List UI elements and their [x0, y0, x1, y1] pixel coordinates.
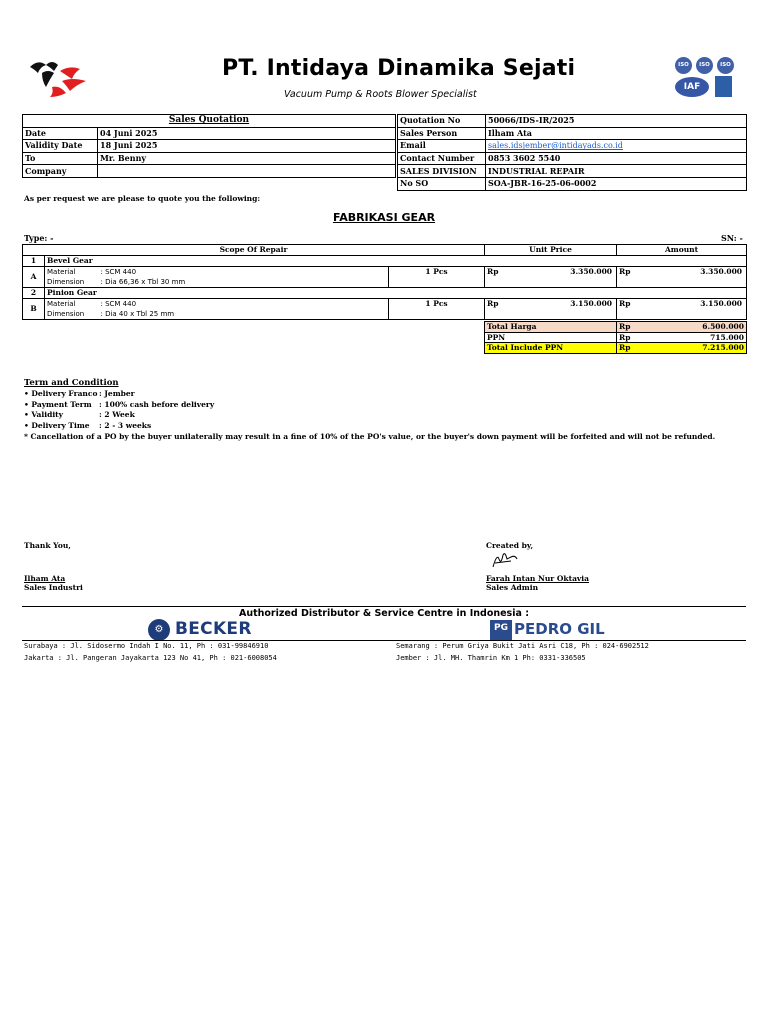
total-include-ppn-row: [485, 343, 747, 354]
info-label: Date: [23, 127, 98, 140]
quotation-number: 50066/IDS-IR/2025: [486, 115, 747, 128]
total-value: 715.000: [647, 332, 747, 343]
accreditation-badge-icon: [715, 76, 732, 97]
cancellation-note: * Cancellation of a PO by the buyer unilaterally may result in a fine of 10% of the PO's value, or the buyer's down payment will be forfeited and will not be refunded.: [24, 431, 716, 441]
item-number: 1: [23, 256, 45, 267]
total-harga-row: [485, 322, 747, 333]
quotation-date: 04 Juni 2025: [98, 127, 396, 140]
created-by: Created by,: [486, 541, 534, 550]
items-table: [22, 244, 747, 320]
address-surabaya: Surabaya : Jl. Sidosermo Indah I No. 11, Ph : 031-99846910: [24, 642, 269, 650]
term-item: • Delivery Time : 2 - 3 weeks: [24, 421, 152, 431]
amount-header: Amount: [617, 245, 747, 256]
dimension-value: : Dia 40 x Tbl 25 mm: [99, 309, 389, 320]
amount: 3.350.000: [700, 267, 743, 276]
company-name: PT. Intidaya Dinamika Sejati: [222, 56, 576, 81]
item-qty: 1 Pcs: [389, 299, 485, 310]
handwritten-signature-icon: [489, 549, 519, 571]
address-jakarta: Jakarta : Jl. Pangeran Jayakarta 123 No 41, Ph : 021-6008054: [24, 654, 277, 662]
totals-table: [484, 321, 747, 354]
document-title: FABRIKASI GEAR: [332, 211, 436, 224]
authorized-distributor-text: Authorized Distributor & Service Centre in Indonesia :: [238, 608, 529, 619]
unit-price-header: Unit Price: [485, 245, 617, 256]
terms-title: Term and Condition: [24, 378, 119, 388]
ppn-row: [485, 332, 747, 343]
sales-person: Ilham Ata: [486, 127, 747, 140]
iaf-badge-icon: IAF: [675, 77, 709, 97]
table-row: [23, 277, 747, 288]
intro-text: As per request we are please to quote you the following:: [24, 194, 261, 203]
info-label: Quotation No: [398, 115, 486, 128]
currency: Rp: [619, 299, 631, 308]
info-label: Sales Person: [398, 127, 486, 140]
unit-price: 3.350.000: [570, 267, 613, 276]
sales-quotation-title: Sales Quotation: [23, 115, 396, 128]
company-tagline: Vacuum Pump & Roots Blower Specialist: [284, 89, 477, 100]
total-value: 6.500.000: [647, 322, 747, 333]
left-signer-name: Ilham Ata: [24, 574, 66, 583]
item-qty: 1 Pcs: [389, 267, 485, 278]
thank-you: Thank You,: [24, 541, 71, 550]
info-label: To: [23, 152, 98, 165]
type-label: Type: -: [24, 233, 54, 243]
right-signer-name: Farah Intan Nur Oktavia: [486, 574, 589, 583]
footer-divider: [22, 640, 746, 641]
unit-price: 3.150.000: [570, 299, 613, 308]
info-label: Contact Number: [398, 152, 486, 165]
total-label: Total Include PPN: [485, 343, 617, 354]
sn-label: SN: -: [721, 233, 743, 243]
table-row: [23, 267, 747, 278]
contact-number: 0853 3602 5540: [486, 152, 747, 165]
material-label: Material: [47, 268, 76, 276]
iso-badge-icon: ISO: [696, 57, 713, 74]
currency: Rp: [619, 267, 631, 276]
item-number: 2: [23, 288, 45, 299]
amount: 3.150.000: [700, 299, 743, 308]
dimension-label: Dimension: [45, 309, 99, 320]
pedro-gil-mark-icon: PG: [490, 620, 512, 640]
term-item: • Payment Term : 100% cash before delivery: [24, 399, 215, 409]
address-semarang: Semarang : Perum Griya Bukit Jati Asri C18, Ph : 024-6902512: [396, 642, 649, 650]
right-signer-role: Sales Admin: [486, 583, 539, 592]
dimension-label: Dimension: [45, 277, 99, 288]
company-logo-icon: [26, 57, 96, 99]
total-label: Total Harga: [485, 322, 617, 333]
info-label: Email: [398, 140, 486, 153]
iso-badge-icon: ISO: [675, 57, 692, 74]
table-row: [23, 309, 747, 320]
becker-brand: BECKER: [175, 619, 252, 639]
pedro-gil-brand: PEDRO GIL: [514, 620, 605, 638]
table-row: [23, 288, 747, 299]
table-row: [23, 299, 747, 310]
becker-mark-icon: ⚙: [148, 619, 170, 641]
email-link[interactable]: sales.idsjember@intidayads.co.id: [488, 141, 623, 151]
material-value: : SCM 440: [100, 300, 137, 308]
validity-date: 18 Juni 2025: [98, 140, 396, 153]
recipient-name: Mr. Benny: [98, 152, 396, 165]
currency: Rp: [487, 267, 499, 276]
total-currency: Rp: [617, 322, 647, 333]
info-label: No SO: [398, 177, 486, 190]
sales-division: INDUSTRIAL REPAIR: [486, 165, 747, 178]
company-value: [98, 165, 396, 178]
material-value: : SCM 440: [100, 268, 137, 276]
iso-badge-icon: ISO: [717, 57, 734, 74]
term-item: • Validity : 2 Week: [24, 410, 135, 420]
terms-section: [24, 378, 715, 443]
quotation-info-table: [22, 114, 747, 191]
info-label: SALES DIVISION: [398, 165, 486, 178]
term-item: • Delivery Franco : Jember: [24, 388, 135, 398]
dimension-value: : Dia 66,36 x Tbl 30 mm: [99, 277, 389, 288]
material-label: Material: [47, 300, 76, 308]
total-label: PPN: [485, 332, 617, 343]
total-currency: Rp: [617, 343, 647, 354]
total-value: 7.215.000: [647, 343, 747, 354]
left-signer-role: Sales Industri: [24, 583, 83, 592]
address-jember: Jember : Jl. MH. Thamrin Km 1 Ph: 0331-336505: [396, 654, 586, 662]
currency: Rp: [487, 299, 499, 308]
item-letter: A: [23, 267, 45, 288]
info-label: Company: [23, 165, 98, 178]
info-label: Validity Date: [23, 140, 98, 153]
footer-divider: [22, 606, 746, 607]
item-letter: B: [23, 299, 45, 320]
certification-badges: [675, 57, 737, 97]
scope-header: Scope Of Repair: [23, 245, 485, 256]
total-currency: Rp: [617, 332, 647, 343]
table-row: [23, 256, 747, 267]
item-name: Bevel Gear: [45, 256, 485, 267]
so-number: SOA-JBR-16-25-06-0002: [486, 177, 747, 190]
right-signer: [486, 574, 589, 592]
left-signer: [24, 574, 83, 592]
item-name: Pinion Gear: [45, 288, 485, 299]
